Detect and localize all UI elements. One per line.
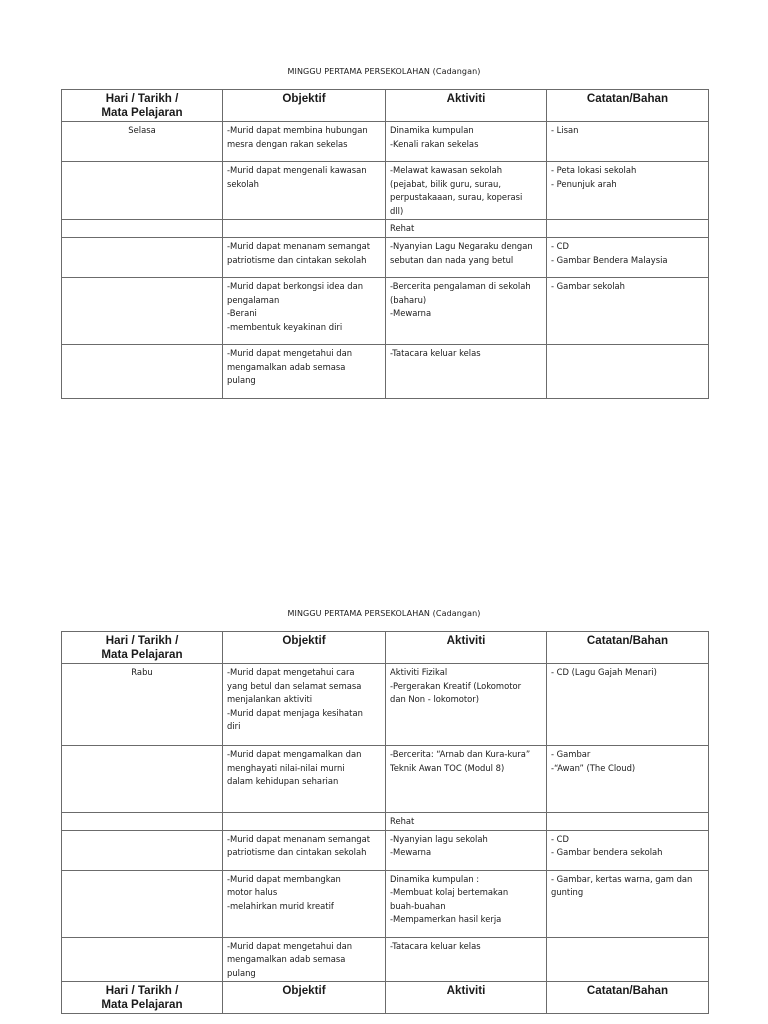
catatan-cell: - Gambar -“Awan” (The Cloud) <box>547 746 709 813</box>
catatan-cell: - Lisan <box>547 122 709 162</box>
table-row <box>62 344 709 398</box>
catatan-cell <box>547 813 709 831</box>
table-row <box>62 277 709 344</box>
catatan-cell <box>547 937 709 982</box>
day-cell <box>62 220 223 238</box>
day-cell: Selasa <box>62 122 223 162</box>
objektif-cell: -Murid dapat membangkan motor halus -melahirkan murid kreatif <box>223 870 386 937</box>
objektif-cell: -Murid dapat menanam semangat patriotisme dan cintakan sekolah <box>223 830 386 870</box>
table-row <box>62 937 709 982</box>
objektif-cell: -Murid dapat mengamalkan dan menghayati nilai-nilai murni dalam kehidupan seharian <box>223 746 386 813</box>
table-row <box>62 237 709 277</box>
objektif-cell: -Murid dapat mengetahui dan mengamalkan adab semasa pulang <box>223 937 386 982</box>
rehat-label: Rehat <box>386 813 547 831</box>
aktiviti-cell: -Nyanyian Lagu Negaraku dengan sebutan dan nada yang betul <box>386 237 547 277</box>
header-aktiviti: Aktiviti <box>386 90 547 122</box>
objektif-cell: -Murid dapat mengenali kawasan sekolah <box>223 162 386 220</box>
rehat-row <box>62 220 709 238</box>
table-row <box>62 746 709 813</box>
rehat-label: Rehat <box>386 220 547 238</box>
header-catatan: Catatan/Bahan <box>547 982 709 1014</box>
catatan-cell: - Peta lokasi sekolah - Penunjuk arah <box>547 162 709 220</box>
table-header-row <box>62 90 709 122</box>
day-cell <box>62 937 223 982</box>
header-hari: Hari / Tarikh / Mata Pelajaran <box>62 632 223 664</box>
aktiviti-cell: -Nyanyian lagu sekolah -Mewarna <box>386 830 547 870</box>
table-header-row <box>62 632 709 664</box>
section2-title: MINGGU PERTAMA PERSEKOLAHAN (Cadangan) <box>287 609 481 618</box>
day-cell <box>62 237 223 277</box>
objektif-cell <box>223 813 386 831</box>
header-hari: Hari / Tarikh / Mata Pelajaran <box>62 982 223 1014</box>
header-objektif: Objektif <box>223 90 386 122</box>
objektif-cell <box>223 220 386 238</box>
objektif-cell: -Murid dapat mengetahui cara yang betul dan selamat semasa menjalankan aktiviti -Murid dapat menjaga kesihatan diri <box>223 664 386 746</box>
header-objektif: Objektif <box>223 632 386 664</box>
aktiviti-cell: -Tatacara keluar kelas <box>386 937 547 982</box>
header-objektif: Objektif <box>223 982 386 1014</box>
header-catatan: Catatan/Bahan <box>547 90 709 122</box>
section1-table <box>61 89 709 399</box>
objektif-cell: -Murid dapat menanam semangat patriotisme dan cintakan sekolah <box>223 237 386 277</box>
table-header-row-repeat <box>62 982 709 1014</box>
section1-title: MINGGU PERTAMA PERSEKOLAHAN (Cadangan) <box>287 67 481 76</box>
day-cell <box>62 870 223 937</box>
day-cell: Rabu <box>62 664 223 746</box>
catatan-cell <box>547 220 709 238</box>
catatan-cell <box>547 344 709 398</box>
day-cell <box>62 162 223 220</box>
header-aktiviti: Aktiviti <box>386 982 547 1014</box>
catatan-cell: - CD (Lagu Gajah Menari) <box>547 664 709 746</box>
rehat-row <box>62 813 709 831</box>
aktiviti-cell: -Melawat kawasan sekolah (pejabat, bilik guru, surau, perpustakaaan, surau, koperasi dll) <box>386 162 547 220</box>
header-hari: Hari / Tarikh / Mata Pelajaran <box>62 90 223 122</box>
table-row <box>62 870 709 937</box>
aktiviti-cell: Dinamika kumpulan -Kenali rakan sekelas <box>386 122 547 162</box>
catatan-cell: - Gambar sekolah <box>547 277 709 344</box>
catatan-cell: - Gambar, kertas warna, gam dan gunting <box>547 870 709 937</box>
day-cell <box>62 344 223 398</box>
aktiviti-cell: -Tatacara keluar kelas <box>386 344 547 398</box>
aktiviti-cell: -Bercerita: “Arnab dan Kura-kura” Teknik Awan TOC (Modul 8) <box>386 746 547 813</box>
header-aktiviti: Aktiviti <box>386 632 547 664</box>
objektif-cell: -Murid dapat mengetahui dan mengamalkan adab semasa pulang <box>223 344 386 398</box>
catatan-cell: - CD - Gambar bendera sekolah <box>547 830 709 870</box>
table-row <box>62 162 709 220</box>
objektif-cell: -Murid dapat berkongsi idea dan pengalaman -Berani -membentuk keyakinan diri <box>223 277 386 344</box>
section2-table <box>61 631 709 1014</box>
table-row <box>62 122 709 162</box>
day-cell <box>62 813 223 831</box>
objektif-cell: -Murid dapat membina hubungan mesra dengan rakan sekelas <box>223 122 386 162</box>
day-cell <box>62 830 223 870</box>
table-row <box>62 664 709 746</box>
aktiviti-cell: Dinamika kumpulan : -Membuat kolaj bertemakan buah-buahan -Mempamerkan hasil kerja <box>386 870 547 937</box>
day-cell <box>62 746 223 813</box>
aktiviti-cell: -Bercerita pengalaman di sekolah (baharu) -Mewarna <box>386 277 547 344</box>
aktiviti-cell: Aktiviti Fizikal -Pergerakan Kreatif (Lokomotor dan Non - lokomotor) <box>386 664 547 746</box>
catatan-cell: - CD - Gambar Bendera Malaysia <box>547 237 709 277</box>
day-cell <box>62 277 223 344</box>
table-row <box>62 830 709 870</box>
header-catatan: Catatan/Bahan <box>547 632 709 664</box>
